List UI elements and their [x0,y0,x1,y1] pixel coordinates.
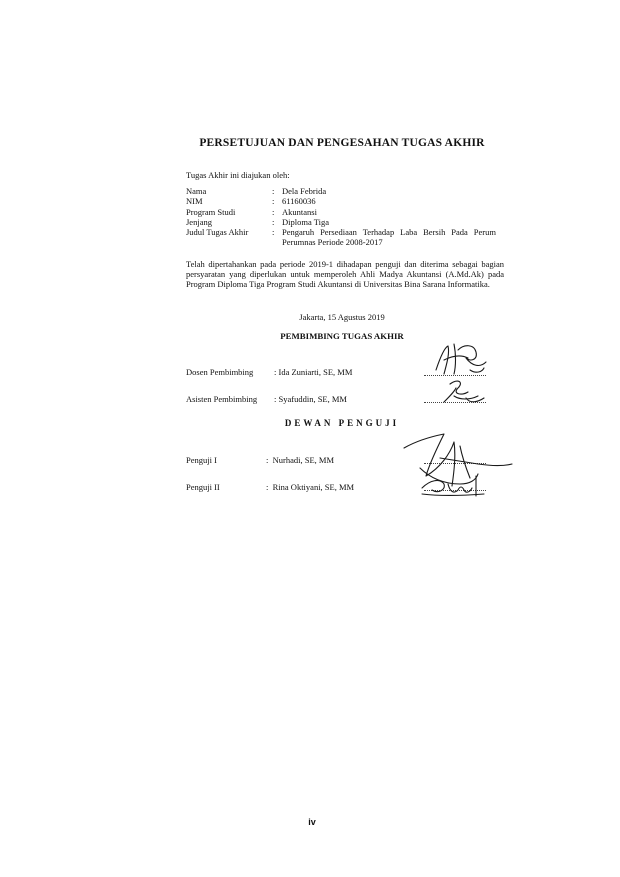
sign-name: Rina Oktiyani, SE, MM [272,482,355,492]
asisten-pembimbing-row [186,394,347,404]
signature-asisten-pembimbing [440,376,490,406]
pembimbing-heading: PEMBIMBING TUGAS AKHIR [280,331,404,341]
field-row-nama [186,186,496,196]
dewan-heading: DEWAN PENGUJI [284,418,400,428]
field-value: 61160036 [282,196,316,207]
page-title: PERSETUJUAN DAN PENGESAHAN TUGAS AKHIR [199,137,485,149]
field-label: Program Studi [186,206,236,217]
sign-label: Asisten Pembimbing [186,394,258,404]
field-colon: : [272,227,275,238]
sign-label: Penguji I [186,455,217,465]
field-value: Diploma Tiga [282,216,329,227]
signature-penguji-2 [418,470,488,498]
field-label: Nama [186,186,207,196]
penguji-2-row [186,482,354,492]
field-row-program-studi [186,207,496,217]
page-number: iv [308,817,316,827]
field-row-jenjang [186,217,496,227]
field-colon: : [272,196,275,207]
field-label: Jenjang [186,216,212,227]
field-colon: : [272,206,275,217]
place-date: Jakarta, 15 Agustus 2019 [299,312,385,322]
dosen-pembimbing-row [186,367,352,377]
sign-colon: : [274,394,277,404]
field-label: NIM [186,196,203,207]
field-colon: : [272,216,275,227]
sign-name: Ida Zuniarti, SE, MM [278,367,353,377]
sign-colon: : [266,455,269,465]
intro-text: Tugas Akhir ini diajukan oleh: [186,170,290,180]
approval-paragraph: Telah dipertahankan pada periode 2019-1 dihadapan penguji dan diterima sebagai bagian persyaratan yang diperlukan untuk memperoleh Ahli Madya Akuntansi (A.Md.Ak) pada Program Diploma Tiga Program Studi Akuntansi di Universitas Bina Sarana Informatika. [186,259,504,290]
sign-name: Syafuddin, SE, MM [278,394,347,404]
sign-colon: : [274,367,277,377]
field-row-judul [186,227,496,248]
field-value: Pengaruh Persediaan Terhadap Laba Bersih Pada Perum Perumnas Periode 2008-2017 [282,227,496,248]
field-row-nim [186,196,496,206]
sign-name: Nurhadi, SE, MM [272,455,335,465]
signature-dosen-pembimbing [430,340,490,380]
field-value: Akuntansi [282,206,317,217]
sign-label: Penguji II [186,482,220,492]
penguji-1-row [186,455,334,465]
sign-label: Dosen Pembimbing [186,367,254,377]
field-value: Dela Febrida [282,186,327,196]
field-label: Judul Tugas Akhir [186,227,249,238]
field-colon: : [272,186,275,196]
student-fields [186,186,496,248]
sign-colon: : [266,482,269,492]
